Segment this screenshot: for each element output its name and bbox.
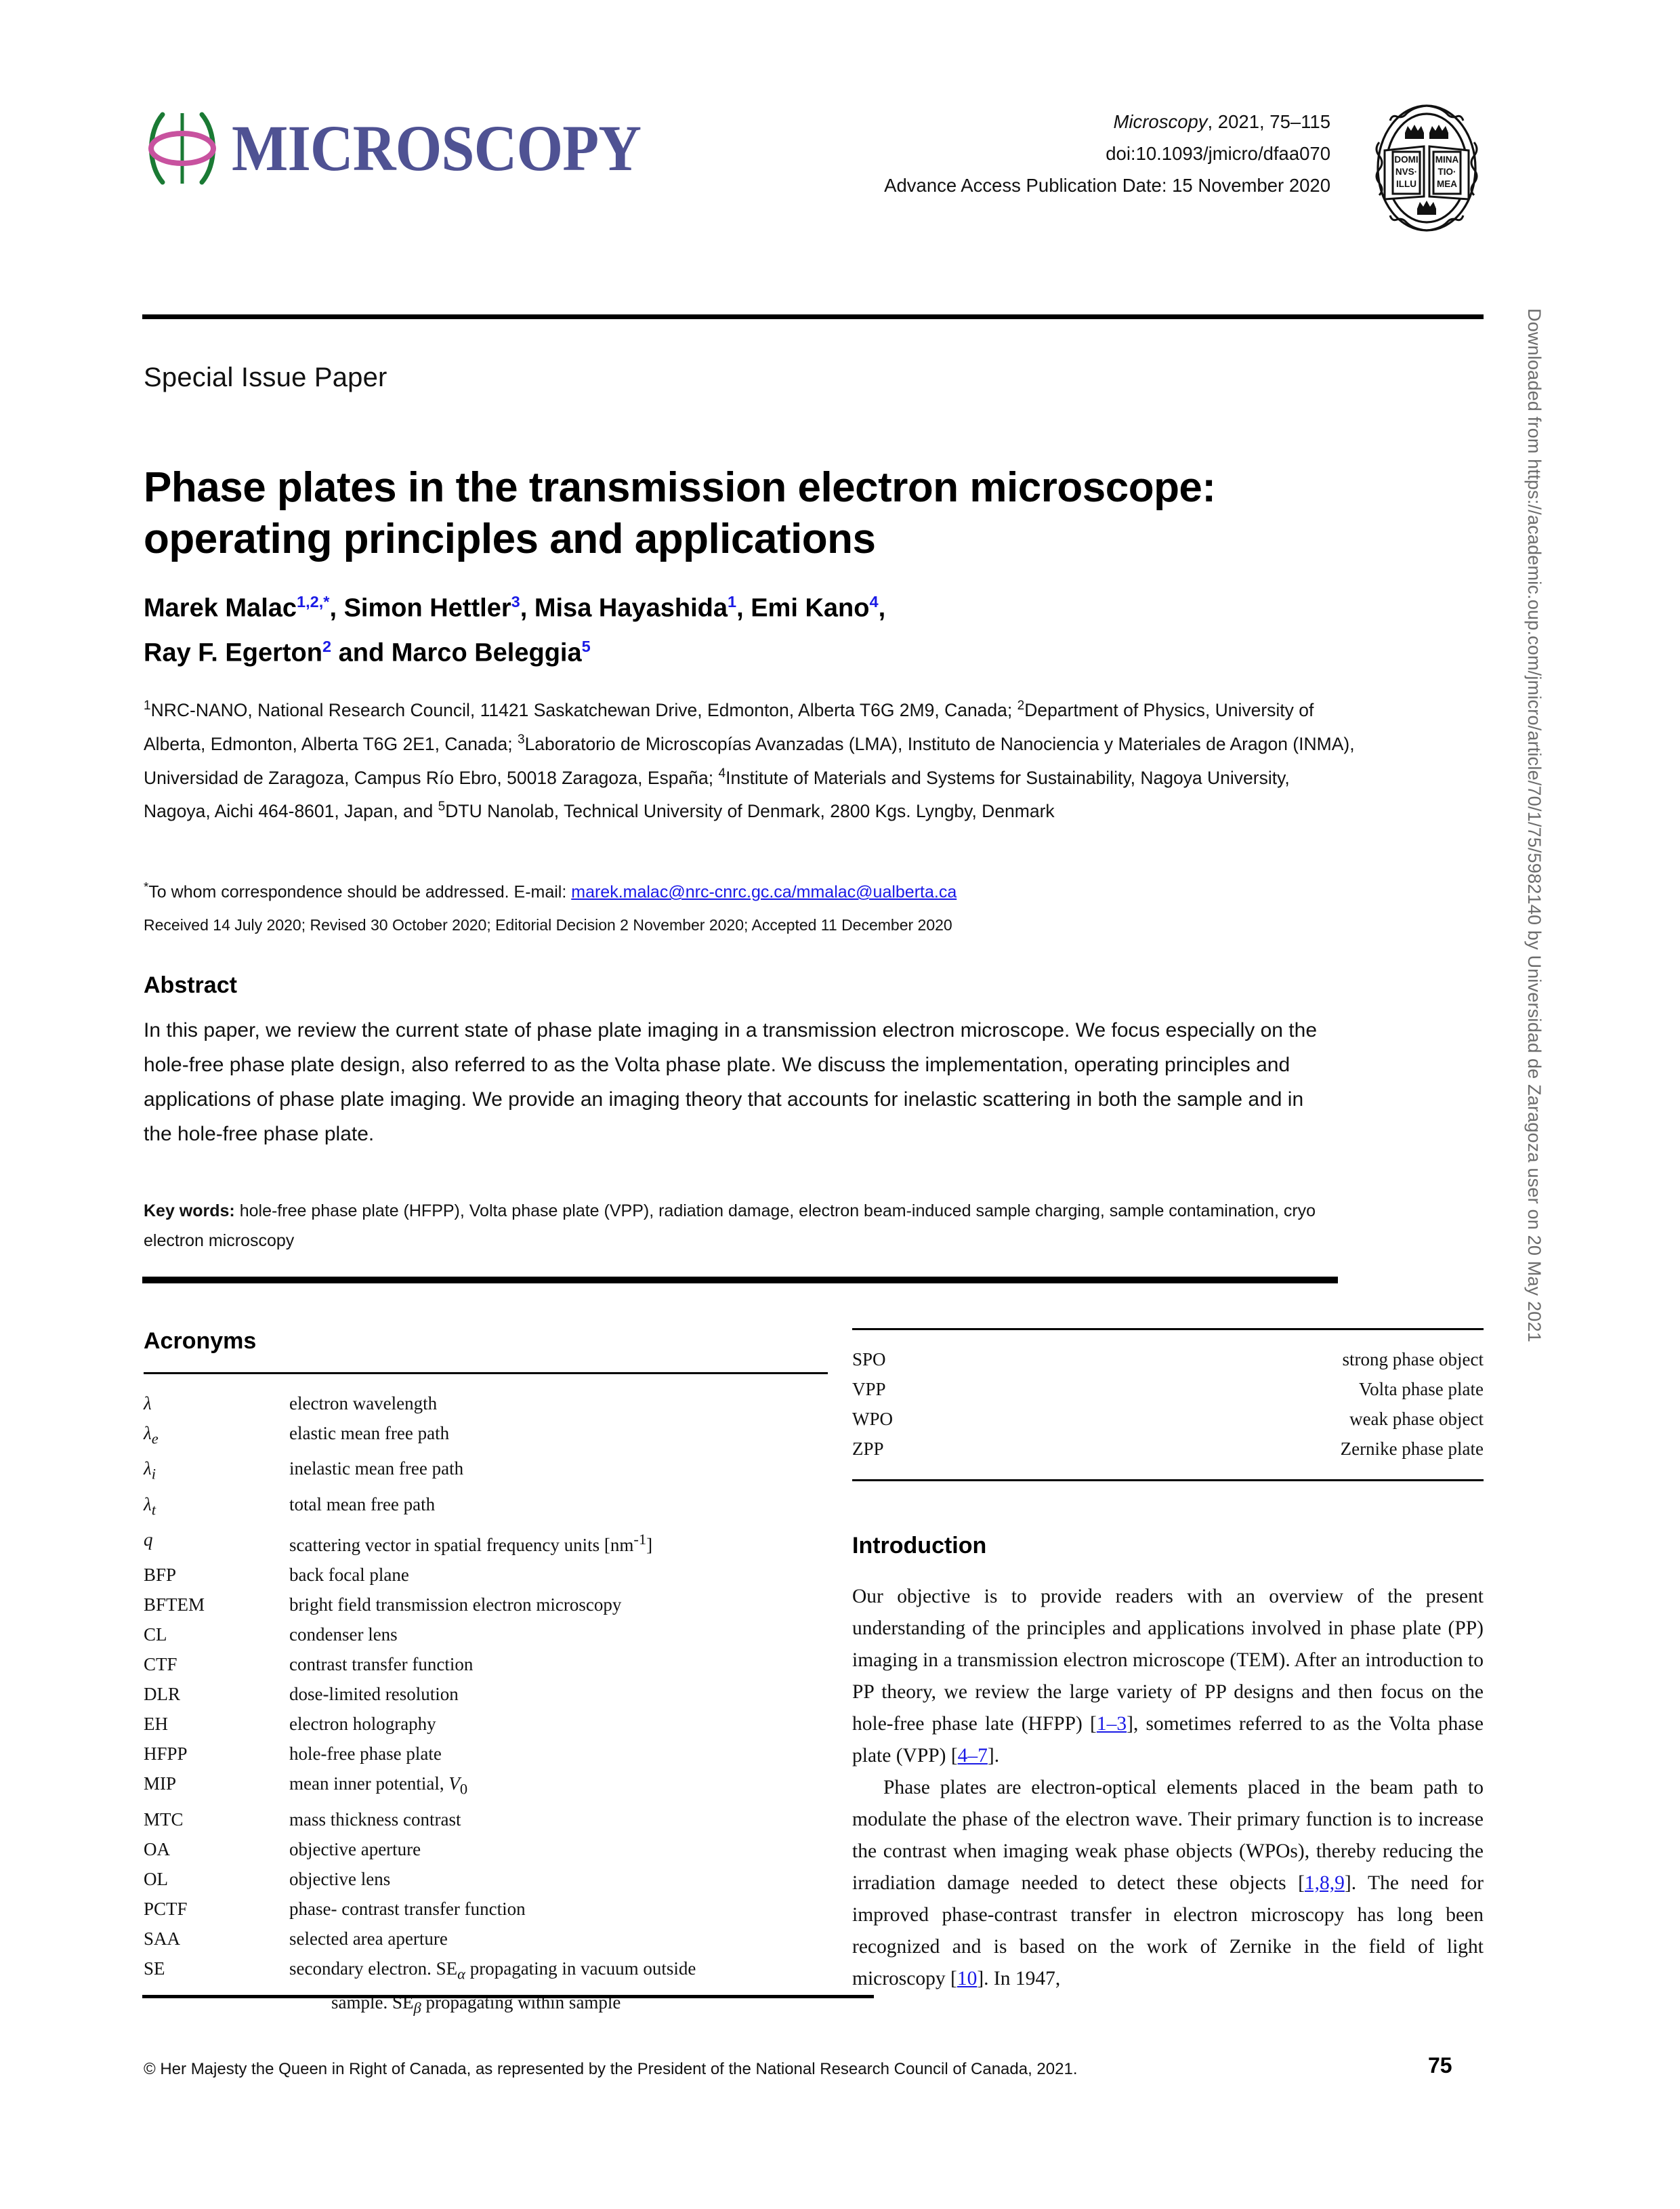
copyright-note: © Her Majesty the Queen in Right of Canada, as represented by the President of the National Research Council of Canada, 2021. — [144, 2060, 1078, 2078]
acronym-value: Volta phase plate — [1359, 1379, 1484, 1399]
table-row — [852, 1375, 1484, 1405]
citation-link[interactable]: 1–3 — [1096, 1713, 1127, 1735]
acronym-value: mass thickness contrast — [289, 1809, 461, 1830]
author-5: Ray F. Egerton — [144, 638, 322, 667]
acronym-key: EH — [144, 1714, 168, 1735]
author-1-affil: 1,2,* — [297, 593, 330, 611]
author-4: , Emi Kano — [736, 594, 870, 623]
acronym-value: selected area aperture — [289, 1928, 448, 1949]
acronym-key: ZPP — [852, 1439, 884, 1459]
crest-motto-1: DOMI — [1394, 154, 1419, 165]
acronym-key: PCTF — [144, 1898, 188, 1919]
table-row — [144, 1490, 828, 1525]
affil-4-marker: 4 — [718, 766, 726, 781]
acronym-key: BFTEM — [144, 1594, 205, 1615]
table-row — [144, 1561, 828, 1590]
intro-p1-a: Our objective is to provide readers with an overview of the present understanding of the principles and applications involved in phase plate (PP) imaging in a transmission electron microscope (TEM). After an introduction to PP theory, we review the large variety of PP designs and then focus on the hole-free phase late (HFPP) [ — [852, 1586, 1484, 1735]
acronym-key: CTF — [144, 1654, 177, 1675]
correspondence-text: To whom correspondence should be addressed. E-mail: — [148, 882, 572, 902]
acronyms-table-left — [144, 1389, 828, 2023]
acronym-value: Zernike phase plate — [1340, 1439, 1484, 1459]
acronym-key: WPO — [852, 1409, 893, 1429]
acronym-value: inelastic mean free path — [289, 1458, 464, 1479]
acronym-value: electron holography — [289, 1714, 436, 1735]
table-row — [852, 1345, 1484, 1375]
footer-divider — [142, 1995, 874, 1998]
abstract-text: In this paper, we review the current state of phase plate imaging in a transmission electron microscope. We focus especially on the hole-free phase plate design, also referred to as the Volta phase plate. We discuss the implementation, operating principles and applications of phase plate imaging. We provide an imaging theory that accounts for inelastic scattering in both the sample and in the hole-free phase plate. — [144, 1019, 1318, 1145]
microscopy-lens-logo-icon — [142, 112, 222, 185]
table-row — [144, 1590, 828, 1620]
acronyms-rule-right-bottom — [852, 1479, 1484, 1481]
masthead-divider — [142, 314, 1484, 319]
affil-3-marker: 3 — [517, 732, 525, 747]
crest-motto-5: TIO· — [1437, 167, 1456, 177]
author-3: , Misa Hayashida — [520, 594, 728, 623]
acronym-value: secondary electron. $SE_\alpha$ propagating in vacuum outside sample. $SE_\beta$ propagating within sample — [289, 1958, 696, 2017]
acronym-key: MTC — [144, 1809, 184, 1830]
publication-dates: Received 14 July 2020; Revised 30 October 2020; Editorial Decision 2 November 2020; Accepted 11 December 2020 — [144, 916, 952, 934]
crest-motto-6: MEA — [1437, 179, 1457, 189]
author-3-affil: 1 — [727, 593, 737, 611]
advance-access-line: Advance Access Publication Date: 15 November 2020 — [884, 175, 1330, 196]
table-row — [852, 1434, 1484, 1464]
acronym-key: SE — [144, 1958, 165, 1979]
keywords-label: Key words: — [144, 1201, 235, 1220]
crest-motto-2: NVS· — [1395, 167, 1418, 177]
acronym-key: OL — [144, 1868, 168, 1889]
author-list — [144, 583, 1363, 672]
affiliations — [144, 691, 1356, 826]
table-row — [144, 1924, 828, 1954]
acronym-key: λ — [144, 1423, 152, 1443]
acronym-value: objective lens — [289, 1868, 391, 1889]
table-row — [144, 1865, 828, 1895]
acronym-value: weak phase object — [1349, 1409, 1484, 1429]
acronym-key: OA — [144, 1838, 170, 1859]
author-2-affil: 3 — [511, 593, 520, 611]
journal-name: Microscopy — [1113, 111, 1208, 132]
intro-p2-a: Phase plates are electron-optical elements placed in the beam path to modulate the phase of the electron wave. Their primary function is to increase the contrast when imaging weak phase objects (WPOs), thereby reducing the irradiation damage needed to detect these objects [ — [852, 1777, 1484, 1894]
citation-link[interactable]: 10 — [957, 1968, 978, 1989]
intro-p1-b: ], sometimes referred to as the Volta phase plate (VPP) [ — [852, 1713, 1484, 1767]
acronym-key-sub: t — [151, 1501, 156, 1519]
acronym-key-sub: e — [151, 1430, 159, 1447]
citation-link[interactable]: 4–7 — [957, 1745, 988, 1767]
abstract-divider — [142, 1277, 1338, 1283]
acronym-key: MIP — [144, 1773, 177, 1794]
acronyms-table-right — [852, 1345, 1484, 1464]
intro-p1-c: ]. — [987, 1745, 1000, 1767]
affil-5-marker: 5 — [438, 800, 446, 814]
correspondence-note — [144, 874, 1356, 905]
table-row — [144, 1620, 828, 1650]
doi-line: doi:10.1093/jmicro/dfaa070 — [1106, 143, 1330, 164]
acronym-key: SPO — [852, 1349, 886, 1369]
acronym-key: q — [144, 1529, 153, 1550]
author-6-affil: 5 — [581, 637, 591, 655]
author-sep: , — [878, 594, 886, 623]
acronym-key-sub: i — [151, 1465, 156, 1483]
affil-4-text: Institute of Materials and Systems for Sustainability, Nagoya University, Nagoya, Aichi 464-8601, Japan, and — [144, 767, 1290, 822]
affil-2-marker: 2 — [1017, 699, 1025, 713]
affil-1-marker: 1 — [144, 699, 151, 713]
acronyms-heading: Acronyms — [144, 1328, 257, 1354]
acronym-value: total mean free path — [289, 1493, 436, 1514]
citation-link[interactable]: 1,8,9 — [1304, 1872, 1345, 1894]
author-5-affil: 2 — [322, 637, 332, 655]
table-row — [852, 1405, 1484, 1434]
crest-motto-4: MINA — [1435, 154, 1459, 165]
keywords-text: hole-free phase plate (HFPP), Volta phase plate (VPP), radiation damage, electron beam-induced sample charging, sample contamination, cryo electron microscopy — [144, 1201, 1316, 1250]
table-row — [144, 1389, 828, 1419]
acronym-value: elastic mean free path — [289, 1423, 450, 1443]
acronym-key: λ — [144, 1393, 152, 1413]
acronym-value: mean inner potential, $V_0$ — [289, 1773, 468, 1798]
affil-2-text: Department of Physics, University of Alberta, Edmonton, Alberta T6G 2E1, Canada; — [144, 699, 1314, 754]
acronym-key: DLR — [144, 1684, 180, 1705]
table-row — [144, 1419, 828, 1454]
right-column — [852, 1328, 1484, 1995]
table-row — [144, 1769, 828, 1804]
table-row — [144, 1954, 828, 2024]
page-title: Phase plates in the transmission electron microscope: operating principles and applications — [144, 463, 1216, 562]
journal-logo — [142, 104, 642, 192]
masthead — [142, 102, 1484, 230]
acronym-value: back focal plane — [289, 1565, 409, 1586]
journal-logo-text: MICROSCOPY — [232, 112, 642, 184]
acronym-value: contrast transfer function — [289, 1654, 474, 1675]
acronym-key: CL — [144, 1624, 167, 1645]
page-number: 75 — [1428, 2053, 1452, 2078]
acronym-key: λ — [144, 1458, 152, 1479]
correspondence-marker: * — [144, 880, 149, 894]
acronyms-rule-right-top — [852, 1328, 1484, 1330]
acronym-key: λ — [144, 1493, 152, 1514]
acronym-key: BFP — [144, 1565, 177, 1586]
table-row — [144, 1525, 828, 1561]
introduction-paragraph-1 — [852, 1581, 1484, 1772]
table-row — [144, 1739, 828, 1769]
table-row — [144, 1805, 828, 1835]
download-watermark: Downloaded from https://academic.oup.com/jmicro/article/70/1/75/5982140 by Universidad de Zaragoza user on 20 May 2021 — [1524, 308, 1545, 1342]
acronym-value: hole-free phase plate — [289, 1743, 442, 1764]
citation-rest: , 2021, 75–115 — [1207, 111, 1330, 132]
table-row — [144, 1895, 828, 1924]
author-4-affil: 4 — [869, 593, 879, 611]
header-citation-block — [653, 106, 1330, 201]
intro-p2-b: ]. The need for improved phase-contrast transfer in electron microscopy has long been recognized and is based on the work of Zernike in the field of light microscopy [ — [852, 1872, 1484, 1989]
acronym-value: dose-limited resolution — [289, 1684, 459, 1705]
correspondence-email-link[interactable]: marek.malac@nrc-cnrc.gc.ca/mmalac@ualberta.ca — [571, 882, 957, 902]
acronym-value: bright field transmission electron microscopy — [289, 1594, 622, 1615]
introduction-paragraph-2 — [852, 1772, 1484, 1995]
crest-motto-3: ILLU — [1396, 179, 1416, 189]
intro-p2-c: ]. In 1947, — [977, 1968, 1061, 1989]
table-row — [144, 1454, 828, 1489]
acronym-value: electron wavelength — [289, 1393, 438, 1413]
acronym-value: phase- contrast transfer function — [289, 1898, 526, 1919]
author-2: , Simon Hettler — [329, 594, 511, 623]
acronym-value: objective aperture — [289, 1838, 421, 1859]
abstract-heading: Abstract — [144, 972, 237, 998]
affil-1-text: NRC-NANO, National Research Council, 11421 Saskatchewan Drive, Edmonton, Alberta T6G 2M9, Canada; — [150, 699, 1017, 720]
affil-5-text: DTU Nanolab, Technical University of Denmark, 2800 Kgs. Lyngby, Denmark — [445, 801, 1055, 822]
section-label: Special Issue Paper — [144, 363, 387, 392]
acronym-key: HFPP — [144, 1743, 188, 1764]
table-row — [144, 1680, 828, 1710]
author-6: and Marco Beleggia — [331, 638, 582, 667]
acronym-key: VPP — [852, 1379, 886, 1399]
table-row — [144, 1650, 828, 1680]
acronym-value: condenser lens — [289, 1624, 398, 1645]
author-1: Marek Malac — [144, 594, 297, 623]
introduction-heading: Introduction — [852, 1533, 987, 1558]
acronym-value: scattering vector in spatial frequency units $[nm^{-1}]$ — [289, 1531, 653, 1556]
acronym-key: SAA — [144, 1928, 181, 1949]
table-row — [144, 1835, 828, 1865]
acronym-value: strong phase object — [1342, 1349, 1484, 1369]
left-column — [144, 1328, 828, 2023]
citation-line — [653, 106, 1330, 138]
acronyms-rule-top — [144, 1372, 828, 1374]
affil-3-text: Laboratorio de Microscopías Avanzadas (LMA), Instituto de Nanociencia y Materiales de Aragon (INMA), Universidad de Zaragoza, Campus Río Ebro, 50018 Zaragoza, España; — [144, 733, 1355, 788]
keywords — [144, 1196, 1332, 1256]
table-row — [144, 1710, 828, 1739]
oup-crest-icon — [1370, 102, 1484, 234]
